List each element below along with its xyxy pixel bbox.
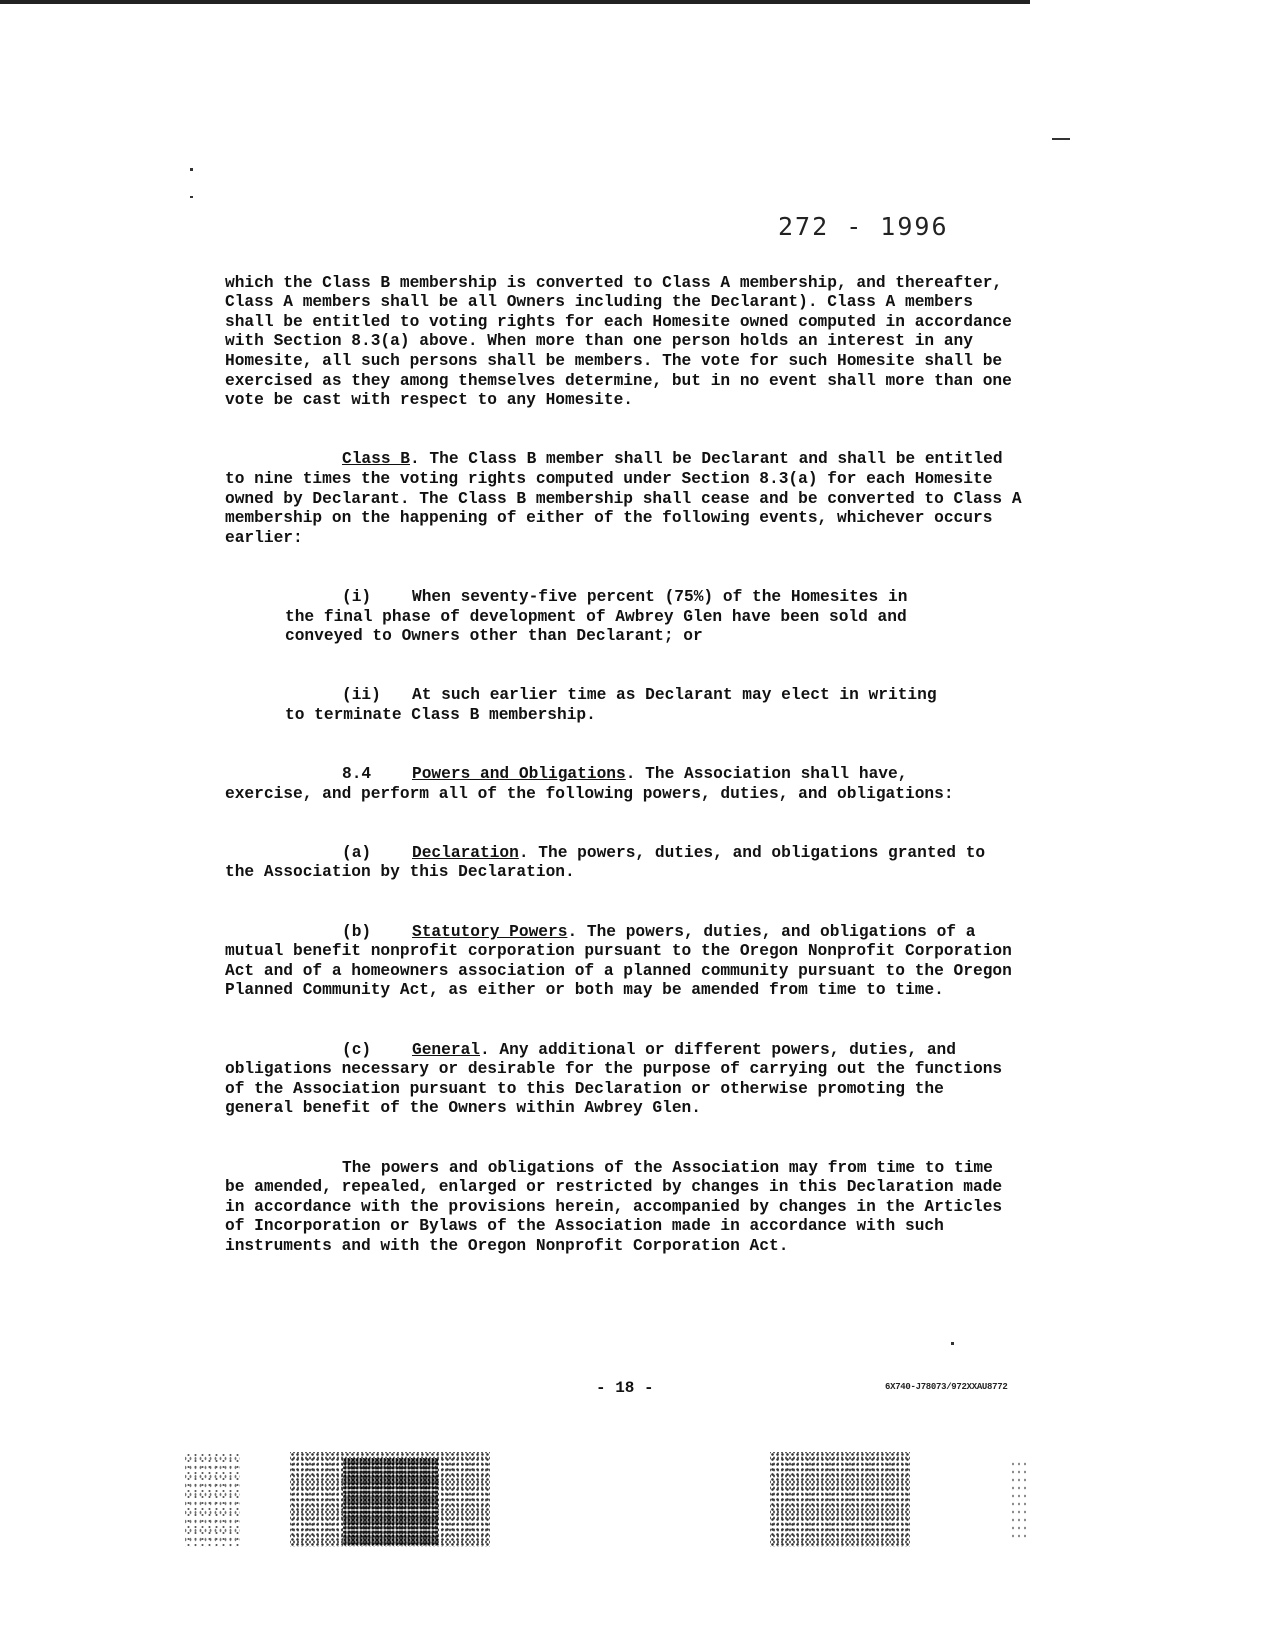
class-b-heading: Class B — [342, 450, 410, 469]
document-code: 6X740-J78073/972XXAU8772 — [885, 1382, 1008, 1392]
subsection-b-heading: Statutory Powers — [412, 922, 568, 941]
scan-noise-block — [185, 1452, 240, 1547]
closing-paragraph — [225, 1139, 1005, 1257]
subsection-a-label: (a) — [342, 843, 372, 862]
top-rule — [0, 0, 1030, 4]
subsection-c-label: (c) — [342, 1040, 372, 1059]
class-b-text: . The Class B member shall be Declarant and shall be entitled to nine times the voting rights computed under Section 8.3(a) for each Homesite owned by Declarant. The Class B membership shall cease and be converted to Class A membership on the happening of either of the following events, whichever occurs earlier: — [225, 450, 1022, 547]
item-ii-text: At such earlier time as Declarant may elect in writing to terminate Class B membership. — [285, 686, 937, 724]
scan-speck — [190, 168, 193, 171]
section-heading: Powers and Obligations — [412, 765, 626, 784]
paragraph-class-a-continued — [225, 254, 1015, 411]
subsection-b-label: (b) — [342, 922, 372, 941]
paragraph-class-b — [225, 431, 1025, 549]
closing-text: The powers and obligations of the Association may from time to time be amended, repealed, enlarged or restricted by changes in this Declaration made in accordance with the provisions herein, accompanied by changes in the Articles of Incorporation or Bylaws of the Association made in accordance with such instruments and with the Oregon Nonprofit Corporation Act. — [225, 1158, 1003, 1255]
scan-noise-block — [343, 1458, 438, 1546]
item-ii-label: (ii) — [342, 686, 381, 705]
scan-noise-block — [1010, 1460, 1030, 1540]
item-i — [285, 568, 945, 646]
item-ii — [285, 667, 945, 726]
page-number: - 18 - — [596, 1379, 654, 1397]
scan-noise-block — [770, 1452, 910, 1547]
subsection-c-heading: General — [412, 1040, 480, 1059]
subsection-c — [225, 1021, 1015, 1119]
document-body — [225, 254, 1025, 1257]
subsection-c-text: . Any additional or different powers, duties, and obligations necessary or desirable for the purpose of carrying out the functions of the Association pursuant to this Declaration or otherwise promoting the general benefit of the Owners within Awbrey Glen. — [225, 1040, 1003, 1118]
subsection-b — [225, 903, 1015, 1001]
item-i-label: (i) — [342, 587, 372, 606]
item-i-text: When seventy-five percent (75%) of the Homesites in the final phase of development of Awbrey Glen have been sold and conveyed to Owners other than Declarant; or — [285, 587, 908, 646]
subsection-a-text: . The powers, duties, and obligations granted to the Association by this Declaration. — [225, 843, 986, 882]
subsection-a — [225, 824, 995, 883]
scan-speck — [1052, 138, 1070, 140]
section-text: . The Association shall have, exercise, and perform all of the following powers, duties, and obligations: — [225, 765, 954, 803]
paragraph-text: which the Class B membership is converted to Class A membership, and thereafter, Class A members shall be all Owners including the Declarant). Class A members shall be entitled to voting rights for each Homesite owned computed in accordance with Section 8.3(a) above. When more than one person holds an interest in any Homesite, all such persons shall be members. The vote for such Homesite shall be exercised as they among themselves determine, but in no event shall more than one vote be cast with respect to any Homesite. — [225, 273, 1012, 410]
section-number: 8.4 — [342, 765, 372, 784]
subsection-a-heading: Declaration — [412, 843, 519, 862]
recording-stamp: 272 - 1996 — [778, 212, 949, 241]
subsection-b-text: . The powers, duties, and obligations of a mutual benefit nonprofit corporation pursuant to the Oregon Nonprofit Corporation Act and of a homeowners association of a planned community pursuant to the Oregon Planned Community Act, as either or both may be amended from time to time. — [225, 922, 1012, 1000]
scan-speck — [951, 1342, 954, 1345]
scan-speck — [190, 196, 193, 198]
section-8-4 — [225, 745, 995, 804]
